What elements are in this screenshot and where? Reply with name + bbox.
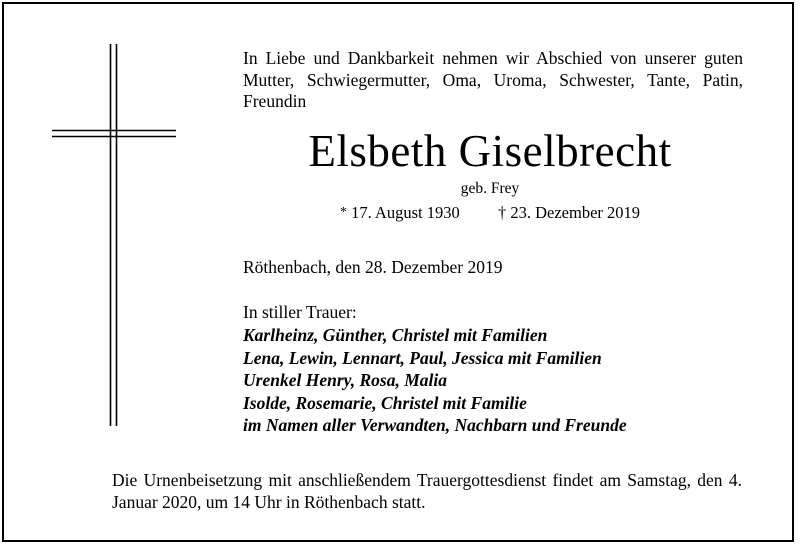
maiden-name: geb. Frey <box>460 180 520 197</box>
mourning-label: In stiller Trauer: <box>243 302 357 322</box>
mourner-line: im Namen aller Verwandten, Nachbarn und Freunde <box>243 415 627 435</box>
life-dates <box>230 203 750 225</box>
birth-date: 17. August 1930 <box>351 203 460 222</box>
mourner-line: Isolde, Rosemarie, Christel mit Familie <box>243 392 527 413</box>
mourner-line: Urenkel Henry, Rosa, Malia <box>243 370 448 390</box>
mourner-line: Lena, Lewin, Lennart, Paul, Jessica mit Familien <box>243 347 602 368</box>
mourner-line: Karlheinz, Günther, Christel mit Familien <box>243 325 548 345</box>
deceased-name: Elsbeth Giselbrecht <box>308 126 672 176</box>
death-date: 23. Dezember 2019 <box>510 203 641 222</box>
intro-text: In Liebe und Dankbarkeit nehmen wir Abschied von unserer guten Mutter, Schwiegermutter, Oma, Uroma, Schwester, Tante, Patin, Freundin <box>243 48 743 111</box>
birth-star-icon: * <box>339 205 347 220</box>
place-and-date: Röthenbach, den 28. Dezember 2019 <box>243 257 503 277</box>
burial-info: Die Urnenbeisetzung mit anschließendem Trauergottesdienst findet am Samstag, den 4. Januar 2020, um 14 Uhr in Röthenbach statt. <box>112 470 742 512</box>
mourners-list <box>243 324 627 437</box>
death-cross-icon: † <box>497 203 507 222</box>
